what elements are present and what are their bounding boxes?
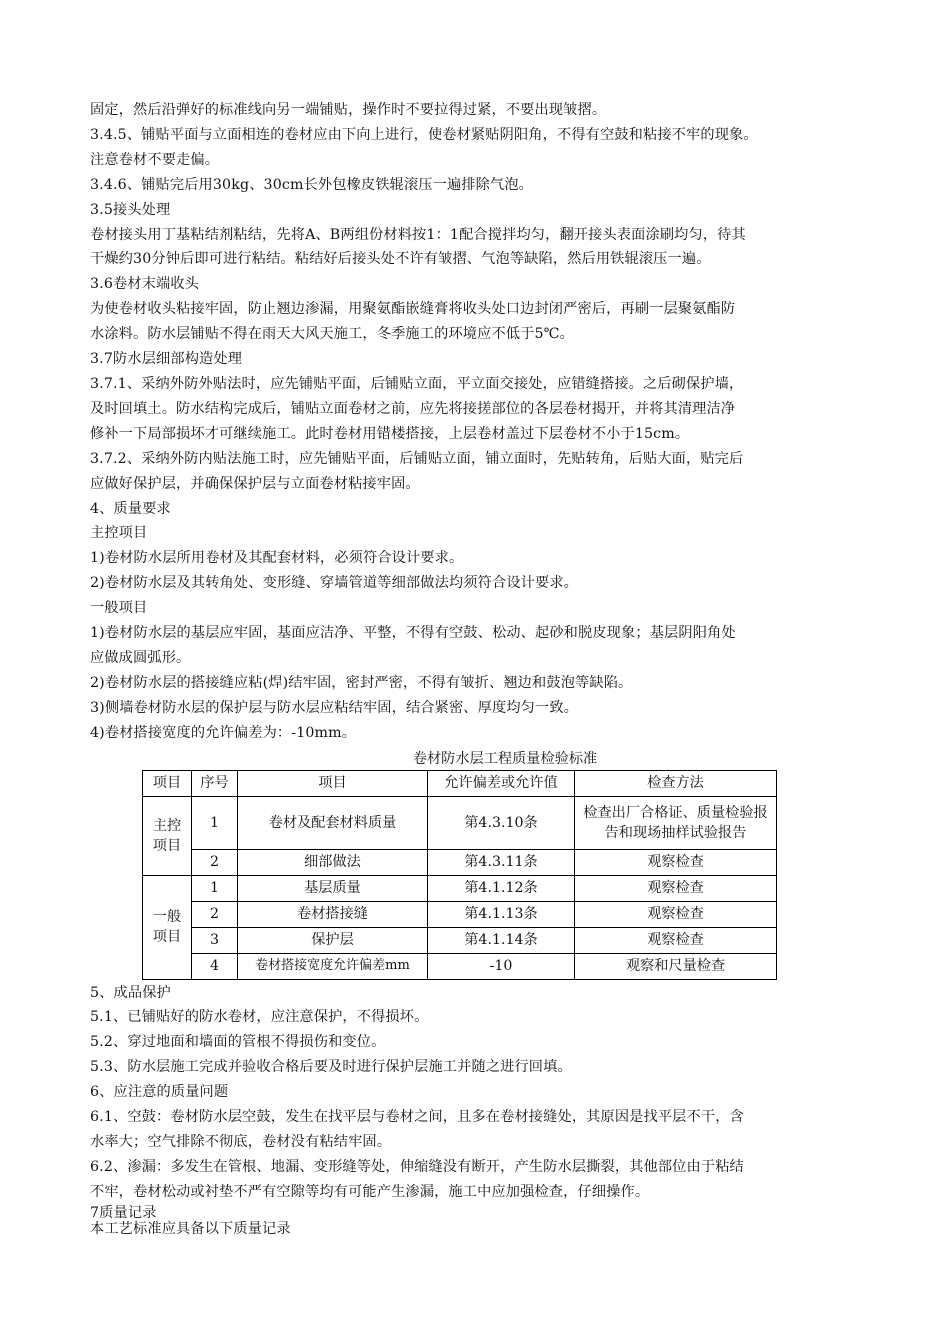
header-cell: 项目 [143,770,192,796]
section-heading: 6、应注意的质量问题 [90,1084,229,1101]
group-cell-general [143,875,192,979]
section-heading: 5、成品保护 [90,984,171,1001]
text-line: 6.1、空鼓：卷材防水层空鼓，发生在找平层与卷材之间，且多在卷材接缝处，其原因是找平层不干，含 [90,1109,744,1126]
text-line: 2)卷材防水层的搭接缝应粘(焊)结牢固，密封严密，不得有皱折、翘边和鼓泡等缺陷。 [90,674,633,691]
row-value: 第4.1.14条 [428,927,575,953]
row-value: 第4.1.12条 [428,875,575,901]
row-method-line: 检查出厂合格证、质量检验报 [583,804,768,821]
text-line: 水涂料。防水层铺贴不得在雨天大风天施工，冬季施工的环境应不低于5℃。 [90,326,574,343]
text-line: 水率大；空气排除不彻底，卷材没有粘结牢固。 [90,1134,392,1150]
text-line: 本工艺标准应具备以下质量记录 [90,1220,291,1237]
text-line: 卷材接头用丁基粘结剂粘结，先将A、B两组份材料按1：1配合搅拌均匀，翻开接头表面涂刷均匀，待其 [90,226,746,243]
table-row [143,927,777,953]
text-line: 注意卷材不要走偏。 [90,151,220,168]
row-number: 3 [192,927,238,953]
header-cell: 允许偏差或允许值 [428,770,575,796]
row-item: 卷材及配套材料质量 [238,796,428,849]
row-number: 2 [192,849,238,875]
text-line: 2)卷材防水层及其转角处、变形缝、穿墙管道等细部做法均须符合设计要求。 [90,575,579,592]
text-line: 1)卷材防水层所用卷材及其配套材料，必须符合设计要求。 [90,550,464,567]
text-line: 干燥约30分钟后即可进行粘结。粘结好后接头处不许有皱摺、气泡等缺陷，然后用铁辊滚压一遍。 [90,251,711,268]
group-label: 一般 [152,909,182,926]
section-heading: 3.5接头处理 [90,201,171,218]
row-number: 1 [192,875,238,901]
text-line: 修补一下局部损坏才可继续施工。此时卷材用错楼搭接，上层卷材盖过下层卷材不小于15cm。 [90,425,690,442]
row-number: 2 [192,901,238,927]
text-line: 应做好保护层，并确保保护层与立面卷材粘接牢固。 [90,475,420,492]
table-caption: 卷材防水层工程质量检验标准 [412,750,598,767]
document-body-bottom [90,981,870,1237]
row-item: 细部做法 [238,849,428,875]
row-item: 卷材搭接宽度允许偏差mm [238,953,428,979]
group-cell-main [143,796,192,875]
document-body-top [90,98,870,746]
group-label: 项目 [152,837,182,854]
text-line: 4)卷材搭接宽度的允许偏差为：-10mm。 [90,724,357,741]
row-method: 观察和尺量检查 [575,953,777,979]
text-line: 5.3、防水层施工完成并验收合格后要及时进行保护层施工并随之进行回填。 [90,1059,572,1076]
text-line: 3.7.2、采纳外防内贴法施工时，应先铺贴平面，后铺贴立面，铺立面时，先贴转角，后贴大面，贴完后 [90,450,744,467]
header-cell: 项目 [238,770,428,796]
group-label: 项目 [152,929,182,946]
text-line: 及时回填土。防水结构完成后，铺贴立面卷材之前，应先将接搓部位的各层卷材揭开，并将其清理洁净 [90,400,736,417]
table-row [143,796,777,849]
table-row [143,901,777,927]
text-line: 3.4.6、铺贴完后用30kg、30cm长外包橡皮铁辊滚压一遍排除气泡。 [90,176,533,193]
text-line: 为使卷材收头粘接牢固，防止翘边渗漏，用聚氨酯嵌缝膏将收头处口边封闭严密后，再刷一层聚氨酯防 [90,301,736,318]
section-heading: 7质量记录 [90,1204,157,1221]
quality-standard-table [142,770,777,980]
row-method: 观察检查 [575,927,777,953]
text-line: 不牢，卷材松动或衬垫不严有空隙等均有可能产生渗漏，施工中应加强检查，仔细操作。 [90,1183,650,1200]
text-line: 固定，然后沿弹好的标准线向另一端铺贴，操作时不要拉得过紧，不要出现皱摺。 [90,102,607,118]
row-method: 观察检查 [575,901,777,927]
header-cell: 序号 [192,770,238,796]
table-row [143,875,777,901]
text-line: 3.4.5、铺贴平面与立面相连的卷材应由下向上进行，使卷材紧贴阴阳角，不得有空鼓和粘接不牢的现象。 [90,126,758,143]
text-line: 应做成圆弧形。 [90,649,191,666]
row-method: 观察检查 [575,849,777,875]
text-line: 6.2、渗漏：多发生在管根、地漏、变形缝等处，伸缩缝没有断开，产生防水层撕裂，其他部位由于粘结 [90,1158,744,1175]
row-value: 第4.3.11条 [428,849,575,875]
text-line: 3)侧墙卷材防水层的保护层与防水层应粘结牢固，结合紧密、厚度均匀一致。 [90,699,579,716]
row-method: 观察检查 [575,875,777,901]
document-page [90,98,870,1237]
row-item: 卷材搭接缝 [238,901,428,927]
row-method [575,796,777,849]
row-item: 保护层 [238,927,428,953]
row-value: 第4.1.13条 [428,901,575,927]
text-line: 5.2、穿过地面和墙面的管根不得损伤和变位。 [90,1034,386,1051]
row-number: 1 [192,796,238,849]
row-item: 基层质量 [238,875,428,901]
row-number: 4 [192,953,238,979]
row-value: -10 [428,953,575,979]
text-line: 3.7.1、采纳外防外贴法时，应先铺贴平面，后铺贴立面，平立面交接处，应错缝搭接。之后砌保护墙， [90,375,744,392]
text-line: 5.1、已铺贴好的防水卷材，应注意保护，不得损坏。 [90,1009,429,1026]
header-cell: 检查方法 [575,770,777,796]
subsection-heading: 主控项目 [90,525,148,542]
table-row [143,953,777,979]
group-label: 主控 [152,817,182,834]
section-heading: 4、质量要求 [90,500,171,517]
table-header-row [143,770,777,796]
section-heading: 3.7防水层细部构造处理 [90,351,243,368]
row-method-line: 告和现场抽样试验报告 [604,824,747,841]
row-value: 第4.3.10条 [428,796,575,849]
table-row [143,849,777,875]
subsection-heading: 一般项目 [90,600,148,617]
section-heading: 3.6卷材末端收头 [90,276,200,293]
text-line: 1)卷材防水层的基层应牢固，基面应洁净、平整，不得有空鼓、松动、起砂和脱皮现象；基层阴阳角处 [90,625,736,642]
